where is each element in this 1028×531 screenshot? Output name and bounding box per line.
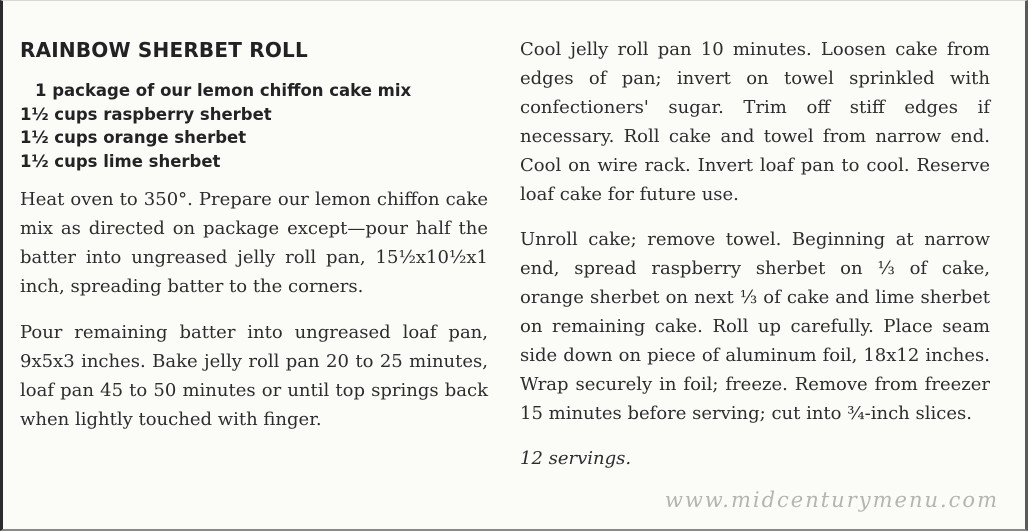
instruction-paragraph: Unroll cake; remove towel. Beginning at narrow end, spread raspberry sherbet on ⅓ of cake, orange sherbet on next ⅓ of cake and lime sherbet on remaining cake. Roll up carefully. Place seam side down on piece of aluminum foil, 18x12 inches. Wrap securely in foil; freeze. Remove from freezer 15 minutes before serving; cut into ¾-inch slices. [520,229,990,424]
recipe-title: RAINBOW SHERBET ROLL [20,38,308,62]
ingredient-item: 1½ cups lime sherbet [20,151,221,171]
left-column [20,37,488,434]
site-watermark: www.midcenturymenu.com [664,488,999,512]
ingredient-list [20,79,488,173]
right-column [520,35,990,473]
instruction-paragraph: Cool jelly roll pan 10 minutes. Loosen cake from edges of pan; invert on towel sprinkled with confectioners' sugar. Trim off stiff edges if necessary. Roll cake and towel from narrow end. Cool on wire rack. Invert loaf pan to cool. Reserve loaf cake for future use. [520,39,990,205]
instruction-paragraph: Pour remaining batter into ungreased loaf pan, 9x5x3 inches. Bake jelly roll pan 20 to 25 minutes, loaf pan 45 to 50 minutes or until top springs back when lightly touched with finger. [20,322,488,430]
ingredient-item: 1½ cups orange sherbet [20,128,247,147]
ingredient-item: 1½ cups raspberry sherbet [20,104,272,124]
instruction-paragraph: Heat oven to 350°. Prepare our lemon chiffon cake mix as directed on package except—pour half the batter into ungreased jelly roll pan, 15½x10½x1 inch, spreading batter to the corners. [20,189,488,297]
ingredient-item: 1 package of our lemon chiffon cake mix [35,81,412,100]
servings-note: 12 servings. [520,448,632,469]
